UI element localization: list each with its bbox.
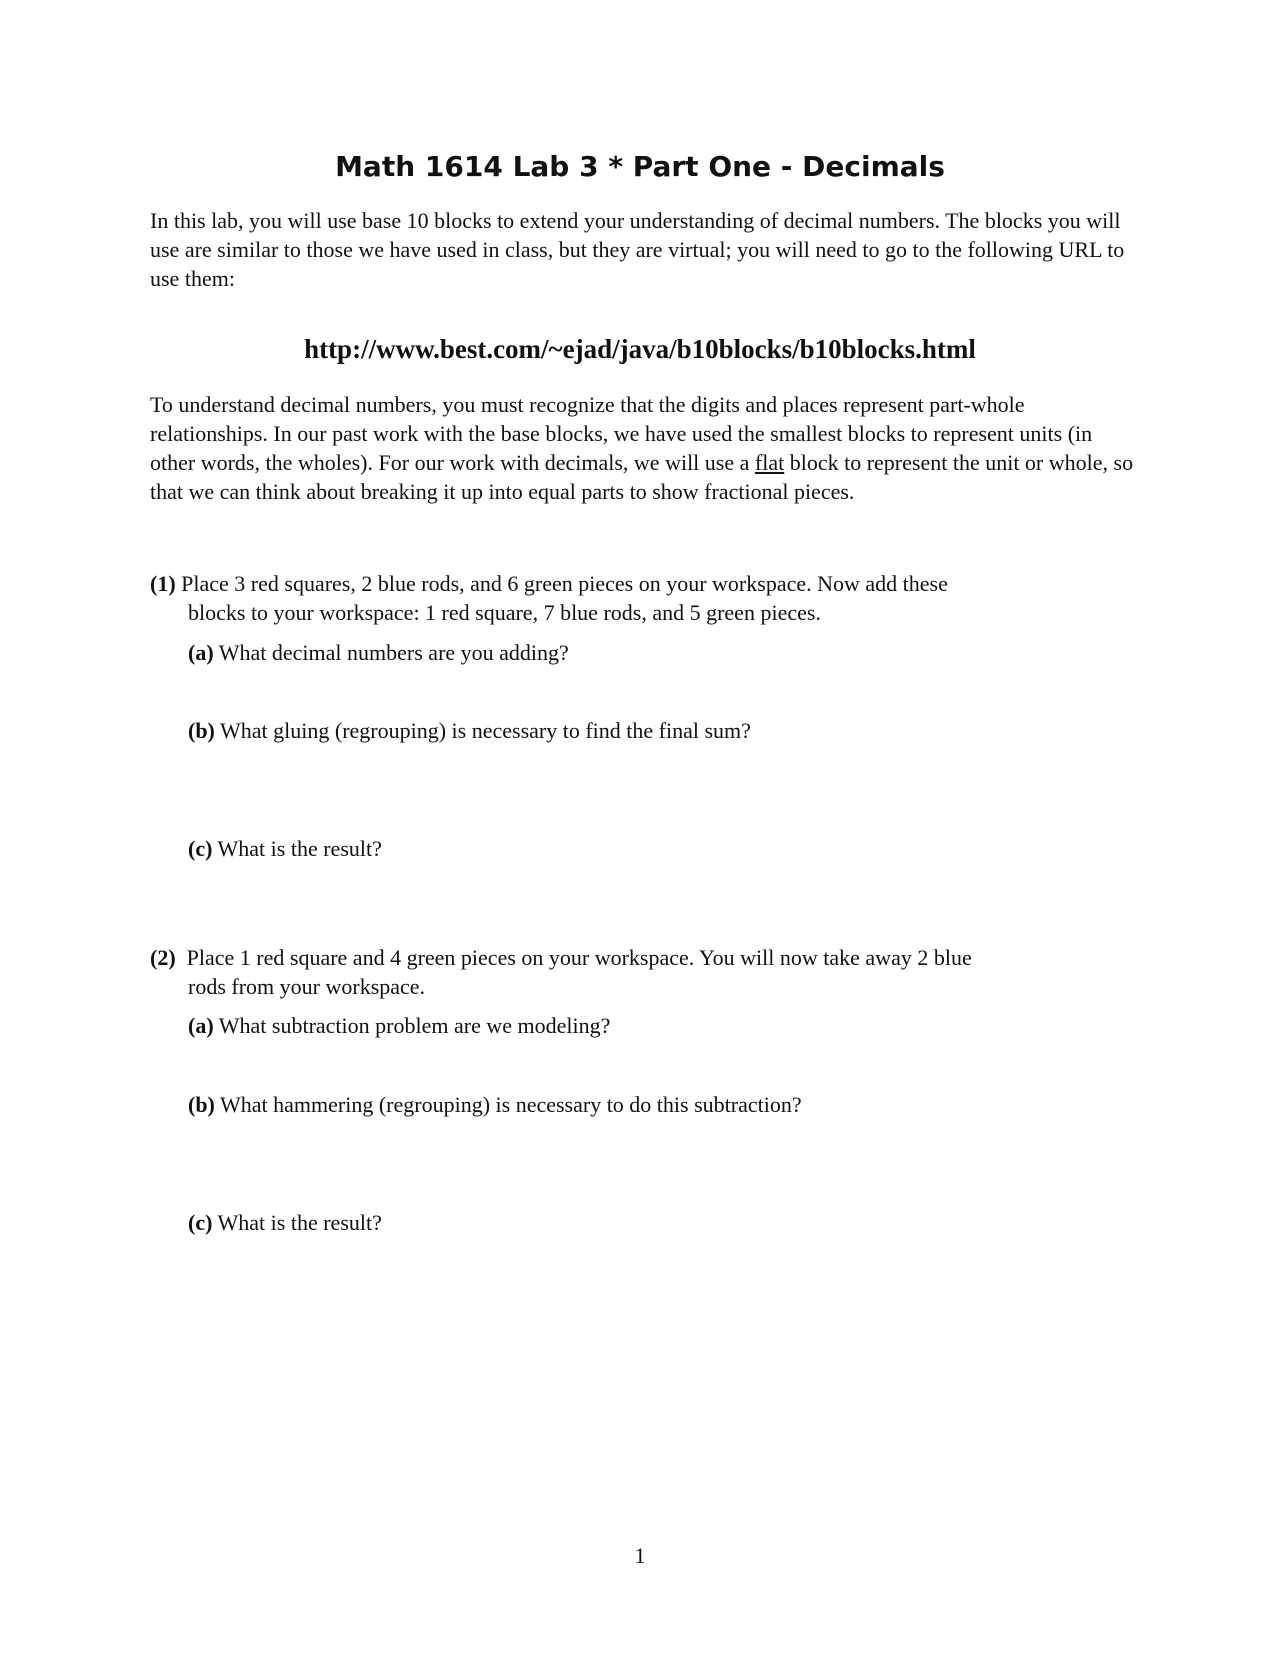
page-number: 1 <box>634 1543 646 1568</box>
q2-part-b <box>188 1090 1128 1119</box>
paragraph-text: block to represent the unit or whole, so that we can think about breaking it up into equal parts to show fractional pieces. <box>150 450 1134 504</box>
part-text: What is the result? <box>217 1210 382 1235</box>
part-label: (a) <box>188 1013 214 1038</box>
part-label: (a) <box>188 640 214 665</box>
question-1-line1: Place 3 red squares, 2 blue rods, and 6 green pieces on your workspace. Now add these <box>181 571 948 596</box>
intro-paragraph: In this lab, you will use base 10 blocks to extend your understanding of decimal numbers. The blocks you will use are similar to those we have used in class, but they are virtual; you will need to go to the following URL to use them: <box>150 208 1125 291</box>
question-2-line2: rods from your workspace. <box>188 974 426 999</box>
part-text: What subtraction problem are we modeling? <box>218 1013 611 1038</box>
part-text: What decimal numbers are you adding? <box>218 640 569 665</box>
q2-part-c <box>188 1208 1128 1237</box>
part-text: What is the result? <box>217 836 382 861</box>
q1-part-c <box>188 834 1128 863</box>
paragraph-text: To understand decimal numbers, you must recognize that the digits and places represent part-whole relationships. In our past work with the base blocks, we have used the smallest blocks to represent units (in other words, the wholes). For our work with decimals, we will use a <box>150 392 1093 475</box>
part-label: (c) <box>188 836 213 861</box>
decimals-paragraph <box>150 390 1135 506</box>
question-1-label: (1) <box>150 571 176 596</box>
applet-url: http://www.best.com/~ejad/java/b10blocks/b10blocks.html <box>304 334 976 364</box>
q2-part-a <box>188 1011 1128 1040</box>
page-title: Math 1614 Lab 3 * Part One - Decimals <box>335 150 945 183</box>
flat-underlined-word: flat <box>754 450 785 475</box>
question-2 <box>150 943 1135 972</box>
part-text: What hammering (regrouping) is necessary to do this subtraction? <box>220 1092 802 1117</box>
q1-part-b <box>188 716 1128 745</box>
q1-part-a <box>188 638 1128 667</box>
part-label: (b) <box>188 1092 215 1117</box>
part-label: (b) <box>188 718 215 743</box>
question-1-line2: blocks to your workspace: 1 red square, 7 blue rods, and 5 green pieces. <box>188 600 821 625</box>
part-label: (c) <box>188 1210 213 1235</box>
question-2-line1: Place 1 red square and 4 green pieces on your workspace. You will now take away 2 blue <box>186 945 972 970</box>
question-1 <box>150 569 1135 598</box>
part-text: What gluing (regrouping) is necessary to find the final sum? <box>220 718 751 743</box>
question-2-label: (2) <box>150 945 176 970</box>
